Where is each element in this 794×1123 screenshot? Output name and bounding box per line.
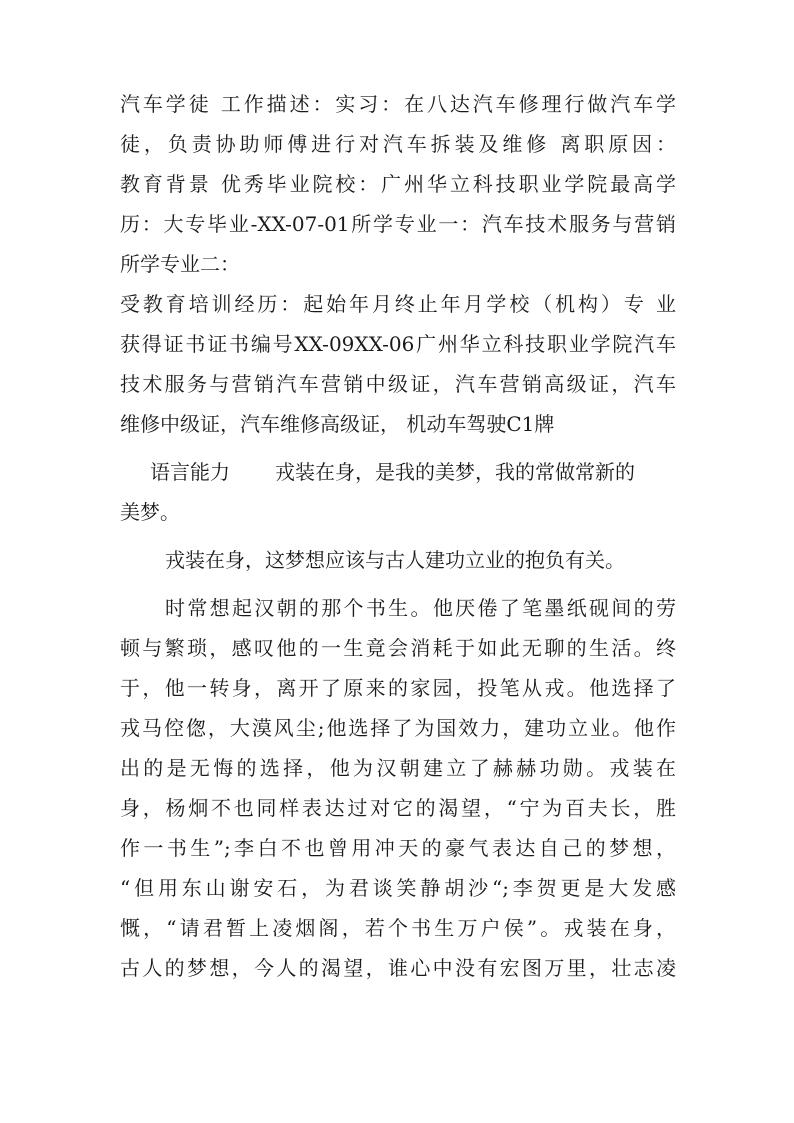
paragraph-line: 慨，“请君暂上凌烟阁，若个书生万户侯”。戎装在身， [120, 916, 676, 940]
text-line: 汽车学徒 工作描述：实习：在八达汽车修理行做汽车学 [120, 92, 676, 116]
paragraph-line: 戎装在身，这梦想应该与古人建功立业的抱负有关。 [165, 548, 625, 572]
paragraph-line: 作一书生”;李白不也曾用冲天的豪气表达自己的梦想， [120, 836, 676, 860]
text-line: 受教育培训经历：起始年月终止年月学校（机构）专 业 [120, 292, 676, 316]
text-line: 历：大专毕业-XX-07-01所学专业一：汽车技术服务与营销 [120, 212, 676, 236]
language-row [150, 456, 676, 488]
paragraph-line: 于，他一转身，离开了原来的家园，投笔从戎。他选择了 [120, 676, 676, 700]
text-line: 维修中级证，汽车维修高级证， 机动车驾驶C1牌 [120, 412, 555, 436]
language-text: 戎装在身，是我的美梦，我的常做常新的 [275, 460, 635, 484]
text-line: 教育背景 优秀毕业院校：广州华立科技职业学院最高学 [120, 172, 676, 196]
text-line: 技术服务与营销汽车营销中级证，汽车营销高级证，汽车 [120, 372, 676, 396]
text-line: 获得证书证书编号XX-09XX-06广州华立科技职业学院汽车 [120, 332, 676, 356]
paragraph-line: 身，杨炯不也同样表达过对它的渴望，“宁为百夫长，胜 [120, 796, 676, 820]
text-line: 徒，负责协助师傅进行对汽车拆装及维修 离职原因： [120, 132, 676, 156]
text-line: 所学专业二： [120, 252, 240, 276]
paragraph-line: 戎马倥偬，大漠风尘;他选择了为国效力，建功立业。他作 [120, 716, 676, 740]
text-line: 美梦。 [120, 500, 180, 524]
language-label: 语言能力 [150, 460, 230, 484]
paragraph-line: 古人的梦想，今人的渴望，谁心中没有宏图万里，壮志凌 [120, 956, 676, 980]
paragraph-line: 出的是无悔的选择，他为汉朝建立了赫赫功勋。戎装在 [120, 756, 676, 780]
paragraph-line: 顿与繁琐，感叹他的一生竟会消耗于如此无聊的生活。终 [120, 636, 676, 660]
paragraph-line: 时常想起汉朝的那个书生。他厌倦了笔墨纸砚间的劳 [165, 596, 676, 620]
paragraph-line: “但用东山谢安石，为君谈笑静胡沙“;李贺更是大发感 [120, 876, 676, 900]
